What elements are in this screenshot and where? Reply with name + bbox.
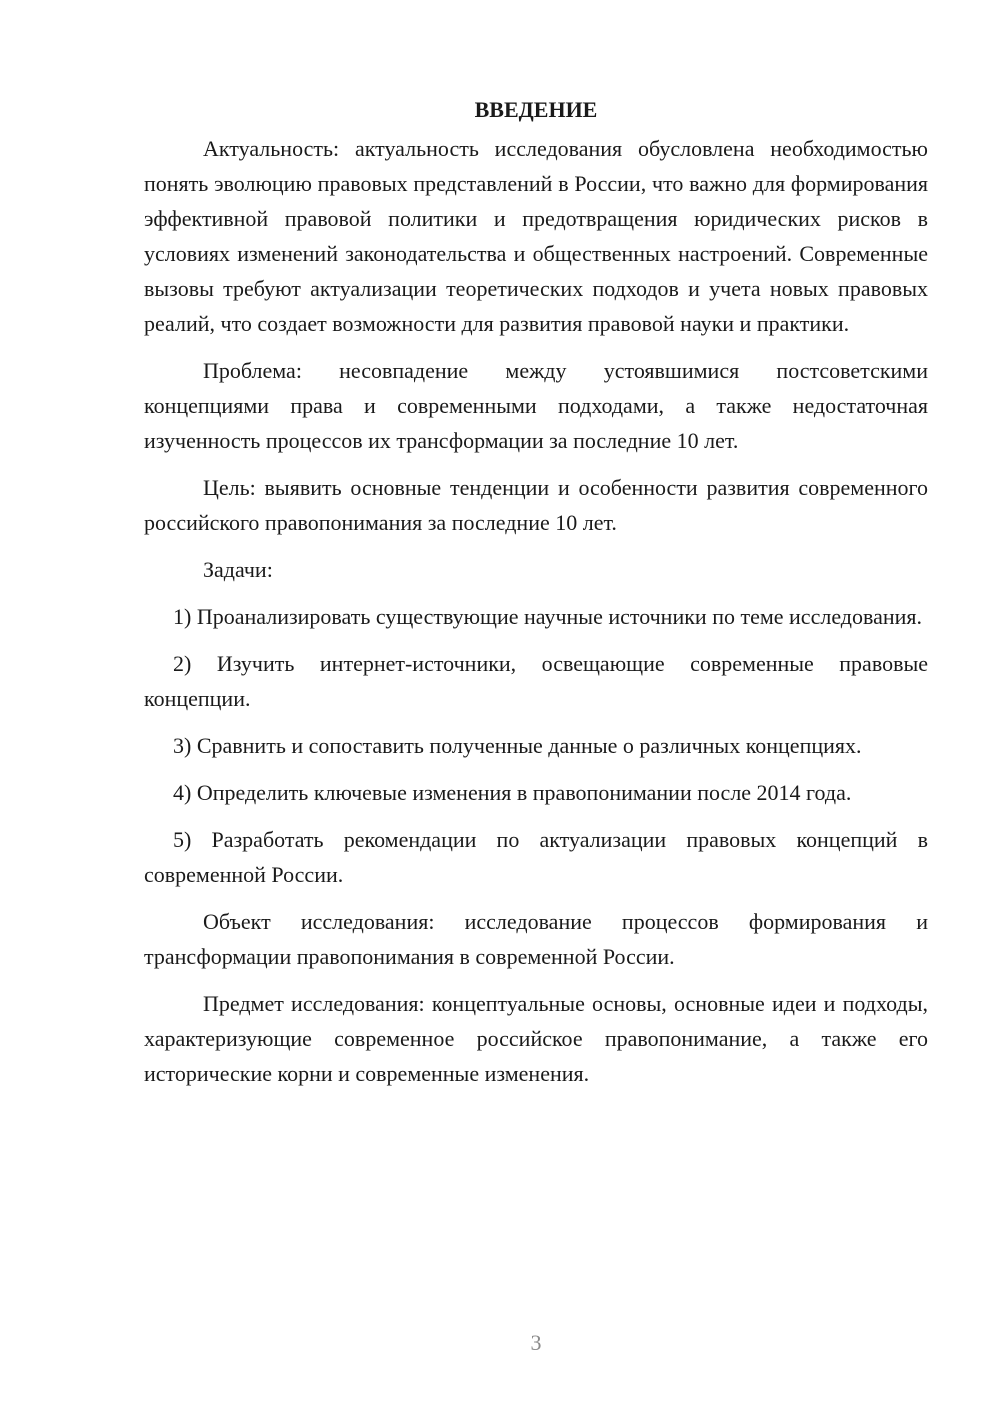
task-item: 1) Проанализировать существующие научные источники по теме исследования.: [173, 604, 923, 629]
goal-paragraph: Цель: выявить основные тенденции и особенности развития современного российского правопонимания за последние 10 лет.: [144, 475, 928, 535]
relevance-paragraph: Актуальность: актуальность исследования обусловлена необходимостью понять эволюцию правовых представлений в России, что важно для формирования эффективной правовой политики и предотвращения юридических рисков в условиях изменений законодательства и общественных настроений. Современные вызовы требуют актуализации теоретических подходов и учета новых правовых реалий, что создает возможности для развития правовой науки и практики.: [144, 136, 928, 336]
section-title: ВВЕДЕНИЕ: [474, 97, 598, 122]
task-item: 4) Определить ключевые изменения в правопонимании после 2014 года.: [173, 780, 852, 805]
tasks-heading: Задачи:: [203, 557, 273, 582]
subject-paragraph: Предмет исследования: концептуальные основы, основные идеи и подходы, характеризующие современное российское правопонимание, а также его исторические корни и современные изменения.: [144, 991, 928, 1086]
problem-paragraph: Проблема: несовпадение между устоявшимися постсоветскими концепциями права и современными подходами, а также недостаточная изученность процессов их трансформации за последние 10 лет.: [144, 358, 928, 453]
task-item: 3) Сравнить и сопоставить полученные данные о различных концепциях.: [173, 733, 862, 758]
object-paragraph: Объект исследования: исследование процессов формирования и трансформации правопонимания в современной России.: [144, 909, 928, 969]
page-number: 3: [530, 1330, 542, 1355]
task-item: 2) Изучить интернет-источники, освещающие современные правовые концепции.: [144, 651, 928, 711]
document-page: [144, 92, 928, 1103]
task-item: 5) Разработать рекомендации по актуализации правовых концепций в современной России.: [144, 827, 928, 887]
